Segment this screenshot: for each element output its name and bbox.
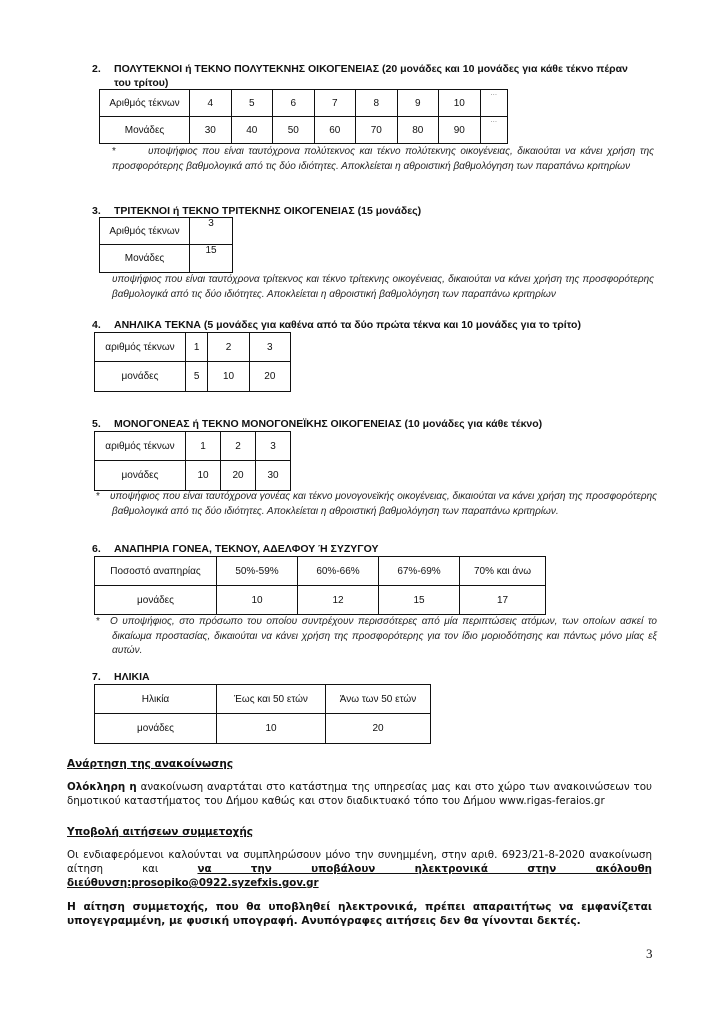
cell: 15 xyxy=(190,245,233,273)
section-3-note: υποψήφιος που είναι ταυτόχρονα τρίτεκνος και τέκνο τρίτεκνης οικογένειας, δικαιούται να κάνει χρήση της προσφορότερης βαθμολογικά από τις δύο ιδιότητες. Αποκλείεται η αθροιστική βαθμολόγηση των παραπάνω κριτηρίων xyxy=(112,274,654,300)
cell: 3 xyxy=(256,432,291,461)
cell: 12 xyxy=(298,586,379,615)
asterisk: * xyxy=(96,616,100,627)
submission-email-link[interactable]: να την υποβάλουν ηλεκτρονικά στην ακόλουθη διεύθυνση:prosopiko@0922.syzefxis.gov.gr xyxy=(67,863,652,889)
submission-paragraph: Οι ενδιαφερόμενοι καλούνται να συμπληρώσουν μόνο την συνημμένη, στην αριθ. 6923/21-8-2020 ανακοίνωση αίτηση και να την υποβάλουν ηλεκτρονικά στην ακόλουθη διεύθυνση:prosopiko@0922.syzefxis.gov.gr xyxy=(67,849,652,889)
row-header-children: αριθμός τέκνων xyxy=(95,333,186,362)
submission-warning: Η αίτηση συμμετοχής, που θα υποβληθεί ηλεκτρονικά, πρέπει απαραιτήτως να εμφανίζεται υπογεγραμμένη, με φυσική υπογραφή. Ανυπόγραφες αιτήσεις δεν θα γίνονται δεκτές. xyxy=(67,901,652,927)
section-6-title: 6. ΑΝΑΠΗΡΙΑ ΓΟΝΕΑ, ΤΕΚΝΟΥ, ΑΔΕΛΦΟΥ Ή ΣΥΖΥΓΟΥ xyxy=(92,543,379,555)
posting-heading: Ανάρτηση της ανακοίνωσης xyxy=(67,758,234,770)
row-header-points: μονάδες xyxy=(95,714,217,744)
cell: 60%-66% xyxy=(298,557,379,586)
large-family-table xyxy=(99,89,508,144)
section-6-note: * Ο υποψήφιος, στο πρόσωπο του οποίου συντρέχουν περισσότερες από μία περιπτώσεις ατόμων, των οποίων ασκεί το δικαίωμα προστασίας, δικαιούται να κάνει χρήση της προσφορότερης για τον ίδιο μοριοδότησης και πάντως μόνο μίας εξ αυτών. xyxy=(96,616,657,656)
row-header-percentage: Ποσοστό αναπηρίας xyxy=(95,557,217,586)
cell: 50%-59% xyxy=(217,557,298,586)
section-5-note: * υποψήφιος που είναι ταυτόχρονα γονέας και τέκνο μονογονεϊκής οικογένειας, δικαιούται να κάνει χρήση της προσφορότερης βαθμολογικά από τις δύο ιδιότητες. Αποκλείεται η αθροιστική βαθμολόγηση των παραπάνω κριτηρίων. xyxy=(96,491,657,517)
section-5-title: 5. ΜΟΝΟΓΟΝΕΑΣ ή ΤΕΚΝΟ ΜΟΝΟΓΟΝΕΪΚΗΣ ΟΙΚΟΓΕΝΕΙΑΣ (10 μονάδες για κάθε τέκνο) xyxy=(92,418,543,430)
section-3-title: 3. ΤΡΙΤΕΚΝΟΙ ή ΤΕΚΝΟ ΤΡΙΤΕΚΝΗΣ ΟΙΚΟΓΕΝΕΙΑΣ (15 μονάδες) xyxy=(92,205,422,217)
cell: Έως και 50 ετών xyxy=(217,685,326,714)
posting-paragraph: Ολόκληρη η ανακοίνωση αναρτάται στο κατάστημα της υπηρεσίας μας και στο χώρο των ανακοινώσεων του δημοτικού καταστήματος του Δήμου καθώς και στον διαδικτυακό τόπο του Δήμου www.rigas-feraios.gr xyxy=(67,781,652,807)
cell: … xyxy=(480,90,508,117)
row-header-age: Ηλικία xyxy=(95,685,217,714)
cell: 20 xyxy=(249,362,290,392)
age-table xyxy=(94,684,431,744)
cell: 7 xyxy=(314,90,356,117)
cell: 20 xyxy=(221,461,256,491)
cell: 6 xyxy=(273,90,315,117)
cell: 8 xyxy=(356,90,398,117)
minor-children-table xyxy=(94,332,291,392)
row-header-points: μονάδες xyxy=(95,586,217,615)
cell: Άνω των 50 ετών xyxy=(326,685,431,714)
cell: 2 xyxy=(221,432,256,461)
section-number: 2. xyxy=(92,63,101,75)
cell: 3 xyxy=(249,333,290,362)
cell: 60 xyxy=(314,117,356,144)
row-header-points: Μονάδες xyxy=(100,245,190,273)
row-header-points: μονάδες xyxy=(95,362,186,392)
cell: 20 xyxy=(326,714,431,744)
cell: 15 xyxy=(379,586,460,615)
page-number: 3 xyxy=(646,946,653,961)
cell: 80 xyxy=(397,117,439,144)
cell: 10 xyxy=(186,461,221,491)
cell: 30 xyxy=(190,117,232,144)
cell: 67%-69% xyxy=(379,557,460,586)
cell: 5 xyxy=(231,90,273,117)
row-header-points: μονάδες xyxy=(95,461,186,491)
row-header-children: αριθμός τέκνων xyxy=(95,432,186,461)
section-2-note: * υποψήφιος που είναι ταυτόχρονα πολύτεκνος και τέκνο πολύτεκνης οικογένειας, δικαιούται να κάνει χρήση της προσφορότερης βαθμολογικά από τις δύο ιδιότητες. Αποκλείεται η αθροιστική βαθμολόγηση των παραπάνω κριτηρίων xyxy=(112,146,654,172)
single-parent-table xyxy=(94,431,291,491)
submission-heading: Υποβολή αιτήσεων συμμετοχής xyxy=(67,826,254,838)
cell: 70% και άνω xyxy=(460,557,546,586)
cell: 10 xyxy=(217,586,298,615)
row-header-children: Αριθμός τέκνων xyxy=(100,218,190,245)
cell: 90 xyxy=(439,117,481,144)
row-header-children: Αριθμός τέκνων xyxy=(100,90,190,117)
section-7-title: 7. ΗΛΙΚΙΑ xyxy=(92,671,150,683)
cell: 10 xyxy=(217,714,326,744)
cell: 9 xyxy=(397,90,439,117)
cell: 1 xyxy=(186,333,208,362)
disability-table xyxy=(94,556,546,615)
cell: 5 xyxy=(186,362,208,392)
cell: 30 xyxy=(256,461,291,491)
cell: 10 xyxy=(439,90,481,117)
row-header-points: Μονάδες xyxy=(100,117,190,144)
section-2-title: 2. ΠΟΛΥΤΕΚΝΟΙ ή ΤΕΚΝΟ ΠΟΛΥΤΕΚΝΗΣ ΟΙΚΟΓΕΝΕΙΑΣ (20 μονάδες και 10 μονάδες για κάθε τέκνο πέραν του τρίτου) xyxy=(92,63,628,89)
cell: 70 xyxy=(356,117,398,144)
cell: 17 xyxy=(460,586,546,615)
cell: 10 xyxy=(208,362,249,392)
asterisk: * xyxy=(96,491,100,502)
cell: 1 xyxy=(186,432,221,461)
cell: 2 xyxy=(208,333,249,362)
cell: 4 xyxy=(190,90,232,117)
cell: … xyxy=(480,117,508,144)
asterisk: * xyxy=(112,146,116,157)
cell: 50 xyxy=(273,117,315,144)
cell: 3 xyxy=(190,218,233,245)
three-child-family-table xyxy=(99,217,233,273)
section-4-title: 4. ΑΝΗΛΙΚΑ ΤΕΚΝΑ (5 μονάδες για καθένα από τα δύο πρώτα τέκνα και 10 μονάδες για το τρίτο) xyxy=(92,319,581,331)
cell: 40 xyxy=(231,117,273,144)
